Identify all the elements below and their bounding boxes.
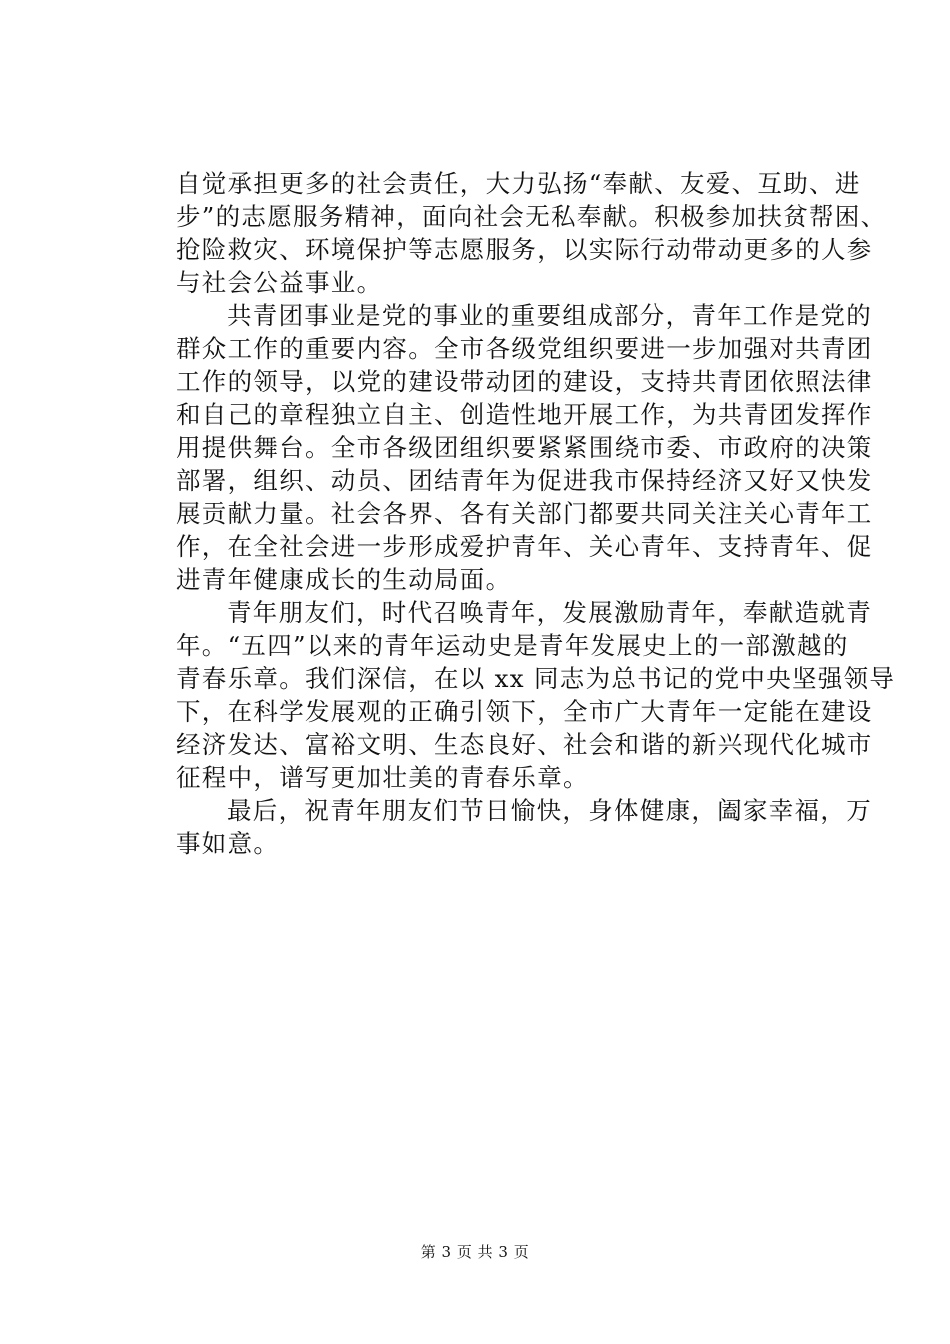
paragraph-2 xyxy=(176,299,873,596)
text-line: 青春乐章。我们深信，在以 xx 同志为总书记的党中央坚强领导 xyxy=(176,664,896,693)
text-line: 展贡献力量。社会各界、各有关部门都要共同关注关心青年工 xyxy=(176,499,873,528)
page-number-footer: 第 3 页 共 3 页 xyxy=(420,1243,530,1261)
paragraph-1 xyxy=(176,167,887,299)
text-line: 群众工作的重要内容。全市各级党组织要进一步加强对共青团 xyxy=(176,334,873,363)
paragraph-3 xyxy=(176,596,896,794)
text-line: 作，在全社会进一步形成爱护青年、关心青年、支持青年、促 xyxy=(176,532,873,561)
text-line: 青年朋友们，时代召唤青年，发展激励青年，奉献造就青 xyxy=(227,598,872,627)
text-line: 进青年健康成长的生动局面。 xyxy=(176,565,512,594)
text-line: 年。“五四”以来的青年运动史是青年发展史上的一部激越的 xyxy=(176,631,849,660)
text-line: 自觉承担更多的社会责任，大力弘扬“奉献、友爱、互助、进 xyxy=(176,169,861,198)
text-line: 与社会公益事业。 xyxy=(176,268,383,297)
text-line: 经济发达、富裕文明、生态良好、社会和谐的新兴现代化城市 xyxy=(176,730,873,759)
text-line: 最后，祝青年朋友们节日愉快，身体健康，阖家幸福，万 xyxy=(227,796,872,825)
text-line: 工作的领导，以党的建设带动团的建设，支持共青团依照法律 xyxy=(176,367,873,396)
paragraph-4 xyxy=(176,794,872,860)
text-line: 征程中，谱写更加壮美的青春乐章。 xyxy=(176,763,589,792)
text-line: 抢险救灾、环境保护等志愿服务，以实际行动带动更多的人参 xyxy=(176,235,873,264)
text-line: 事如意。 xyxy=(176,829,280,858)
text-line: 用提供舞台。全市各级团组织要紧紧围绕市委、市政府的决策 xyxy=(176,433,873,462)
text-line: 下，在科学发展观的正确引领下，全市广大青年一定能在建设 xyxy=(176,697,873,726)
text-line: 步”的志愿服务精神，面向社会无私奉献。积极参加扶贫帮困、 xyxy=(176,202,887,231)
text-line: 和自己的章程独立自主、创造性地开展工作，为共青团发挥作 xyxy=(176,400,873,429)
text-line: 共青团事业是党的事业的重要组成部分，青年工作是党的 xyxy=(227,301,872,330)
document-body xyxy=(176,167,896,860)
text-line: 部署，组织、动员、团结青年为促进我市保持经济又好又快发 xyxy=(176,466,873,495)
